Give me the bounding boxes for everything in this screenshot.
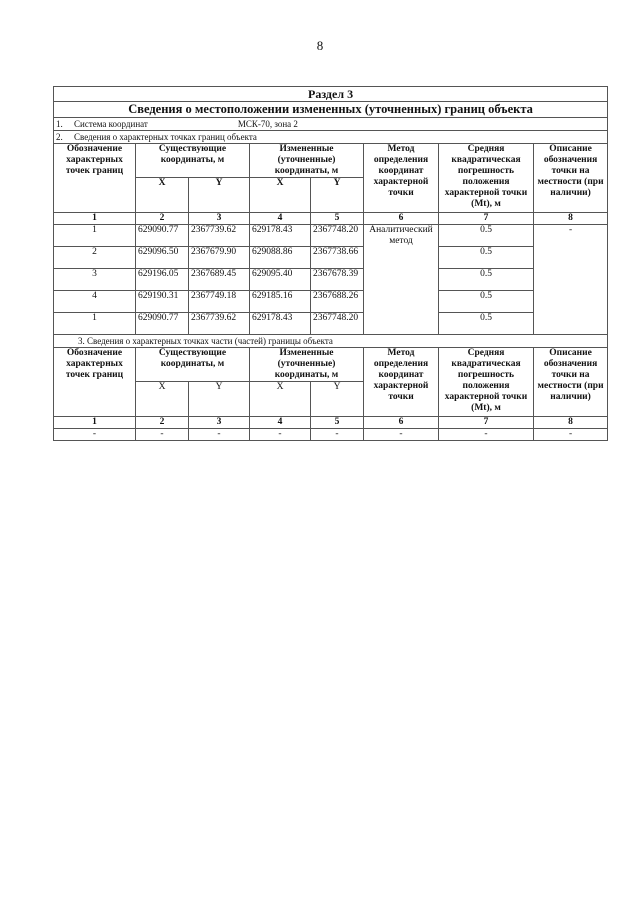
coordinate-system-label: Система координат [74,119,148,129]
column-index: 6 [364,213,439,225]
column-index: 2 [136,417,189,429]
y-changed: 2367678.39 [311,269,364,291]
column-index: 8 [534,417,608,429]
point-number: 1 [54,225,136,247]
description-cell: - [534,225,608,335]
dash-cell: - [250,429,311,441]
section-3-document [53,86,607,441]
column-index: 5 [311,417,364,429]
column-index: 7 [439,417,534,429]
column-index-row [54,417,608,429]
header-mean-error: Средняя квадратическая погрешность положения характерной точки (Mt), м [439,144,534,213]
dash-cell: - [534,429,608,441]
x-existing: 629096.50 [136,247,189,269]
x-existing: 629196.05 [136,269,189,291]
dash-cell: - [311,429,364,441]
column-index: 3 [189,417,250,429]
method-cell: Аналитический метод [364,225,439,335]
x-changed: 629178.43 [250,313,311,335]
header-y-existing: Y [189,382,250,417]
table-row [54,247,608,269]
dash-cell: - [54,429,136,441]
dash-cell: - [439,429,534,441]
table-row [54,269,608,291]
boundary-points-label: Сведения о характерных точках границ объекта [74,132,257,142]
mean-error: 0.5 [439,247,534,269]
header-x-changed: X [250,382,311,417]
column-index: 1 [54,213,136,225]
column-index: 8 [534,213,608,225]
column-index: 6 [364,417,439,429]
header-mean-error: Средняя квадратическая погрешность положения характерной точки (Mt), м [439,348,534,417]
y-changed: 2367738.66 [311,247,364,269]
x-changed: 629088.86 [250,247,311,269]
header-description: Описание обозначения точки на местности (при наличии) [534,348,608,417]
column-index: 2 [136,213,189,225]
x-changed: 629095.40 [250,269,311,291]
section-subtitle: Сведения о местоположении измененных (уточненных) границ объекта [54,102,608,118]
y-changed: 2367688.26 [311,291,364,313]
dash-cell: - [364,429,439,441]
column-index: 5 [311,213,364,225]
header-y-existing: Y [189,178,250,213]
point-number: 4 [54,291,136,313]
header-changed-coordinates: Измененные (уточненные) координаты, м [250,144,364,178]
mean-error: 0.5 [439,291,534,313]
header-x-changed: X [250,178,311,213]
x-existing: 629190.31 [136,291,189,313]
coordinate-system-row [54,118,608,131]
point-number: 3 [54,269,136,291]
y-changed: 2367748.20 [311,313,364,335]
y-existing: 2367749.18 [189,291,250,313]
y-changed: 2367748.20 [311,225,364,247]
mean-error: 0.5 [439,313,534,335]
header-existing-coordinates: Существующие координаты, м [136,348,250,382]
item-number: 1. [56,119,63,129]
x-existing: 629090.77 [136,313,189,335]
header-description: Описание обозначения точки на местности (при наличии) [534,144,608,213]
point-number: 1 [54,313,136,335]
column-index: 7 [439,213,534,225]
header-point-designation: Обозначение характерных точек границ [54,348,136,417]
column-index: 3 [189,213,250,225]
y-existing: 2367739.62 [189,225,250,247]
y-existing: 2367739.62 [189,313,250,335]
y-existing: 2367679.90 [189,247,250,269]
part-points-heading: 3. Сведения о характерных точках части (частей) границы объекта [54,335,608,348]
dash-cell: - [136,429,189,441]
header-y-changed: Y [311,382,364,417]
table-row [54,429,608,441]
column-index: 4 [250,417,311,429]
page-number: 8 [316,38,324,53]
header-changed-coordinates: Измененные (уточненные) координаты, м [250,348,364,382]
mean-error: 0.5 [439,225,534,247]
column-index-row [54,213,608,225]
header-y-changed: Y [311,178,364,213]
item-number: 2. [56,132,63,142]
table-row [54,313,608,335]
table-row [54,225,608,247]
header-method: Метод определения координат характерной точки [364,348,439,417]
table-row [54,291,608,313]
column-index: 4 [250,213,311,225]
boundary-points-heading [54,131,608,144]
dash-cell: - [189,429,250,441]
header-x-existing: X [136,178,189,213]
coordinate-system-value: МСК-70, зона 2 [237,119,298,129]
header-x-existing: X [136,382,189,417]
x-changed: 629178.43 [250,225,311,247]
mean-error: 0.5 [439,269,534,291]
point-number: 2 [54,247,136,269]
y-existing: 2367689.45 [189,269,250,291]
section-3-table [53,86,608,441]
header-existing-coordinates: Существующие координаты, м [136,144,250,178]
x-changed: 629185.16 [250,291,311,313]
header-point-designation: Обозначение характерных точек границ [54,144,136,213]
column-index: 1 [54,417,136,429]
section-title: Раздел 3 [54,87,608,102]
x-existing: 629090.77 [136,225,189,247]
header-method: Метод определения координат характерной точки [364,144,439,213]
